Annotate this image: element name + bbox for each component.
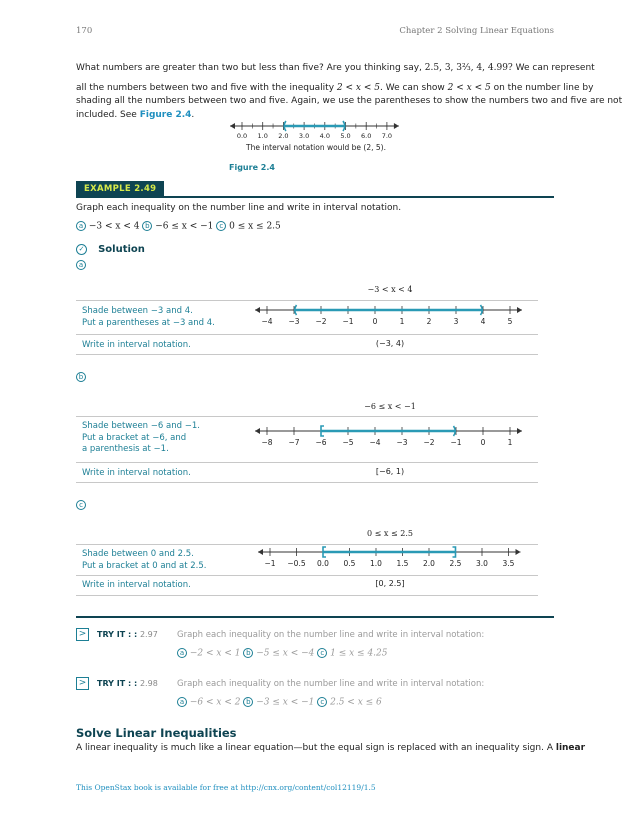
tick-label: −4 [261,317,273,326]
tick-label: −6 [315,438,327,447]
try-it-298-toggle[interactable]: > [76,677,89,690]
part-a-marker: a [76,221,86,231]
arrow-right-icon [516,549,521,555]
example-parts: a −3 < x < 4 b −6 ≤ x < −1 c 0 ≤ x ≤ 2.5 [76,221,281,232]
tick-label: 6.0 [361,132,372,140]
sol-c-number-line [250,541,530,575]
tick-label: 2.5 [449,559,462,568]
tick-label: −3 [288,317,300,326]
sol-c-divider-mid [76,575,538,576]
tick-label: 0 [372,317,378,326]
arrow-right-icon [517,307,522,313]
page-number: 170 [76,26,93,36]
sol-a-step2: Write in interval notation. [82,340,191,350]
sol-c-step1: Shade between 0 and 2.5. Put a bracket at 0 and at 2.5. [82,549,207,571]
tick-label: −0.5 [287,559,306,568]
tick-label: −2 [315,317,327,326]
arrow-left-icon [255,307,260,313]
try-it-298-text: Graph each inequality on the number line and write in interval notation: [177,679,485,689]
example-rule [76,196,554,198]
sol-b-marker: b [76,372,86,382]
sol-a-divider-mid [76,334,538,335]
sol-b-answer: [−6, 1) [375,467,405,476]
try-it-297-parts: a −2 < x < 1 b −5 ≤ x < −4 c 1 ≤ x ≤ 4.25 [177,648,388,659]
sol-b-divider-mid [76,462,538,463]
tick-label: −1 [342,317,354,326]
arrow-right-icon [394,123,399,129]
section-text: A linear inequality is much like a linear equation—but the equal sign is replaced with an inequality sign. A linear [76,743,586,753]
figure-caption: The interval notation would be (2, 5). [246,143,386,152]
tick-label: −2 [423,438,435,447]
tick-label: −8 [261,438,273,447]
sol-b-step2: Write in interval notation. [82,468,191,478]
tick-label: 1.5 [396,559,409,568]
tick-label: 1 [507,438,513,447]
sol-b-divider-bottom [76,482,538,483]
tick-label: 3.5 [502,559,515,568]
tick-label: 1.0 [370,559,382,568]
section-title: Solve Linear Inequalities [76,726,237,740]
tick-label: −7 [288,438,300,447]
try-it-297-toggle[interactable]: > [76,628,89,641]
sol-a-title: −3 < x < 4 [367,285,413,294]
sol-a-number-line [250,300,530,334]
solution-heading: ✓ Solution [76,239,145,258]
sol-c-divider-bottom [76,595,538,596]
sol-c-title: 0 ≤ x ≤ 2.5 [367,529,413,538]
sol-c-answer: [0, 2.5] [375,579,405,588]
tick-label: −1 [264,559,276,568]
try-it-298-parts: a −6 < x < 2 b −3 ≤ x < −1 c 2.5 < x ≤ 6 [177,697,382,708]
sol-b-step1: Shade between −6 and −1. Put a bracket at −6, and a parenthesis at −1. [82,421,200,454]
sol-a-divider-bottom [76,354,538,355]
tick-label: 0 [480,438,486,447]
sol-b-title: −6 ≤ x < −1 [364,402,416,411]
figure-label: Figure 2.4 [229,163,275,172]
tick-label: −4 [369,438,381,447]
try-it-297-label: TRY IT : : 2.97 [97,630,158,639]
tick-label: 2.0 [423,559,435,568]
arrow-right-icon [517,428,522,434]
tick-label: 0.5 [343,559,356,568]
sol-b-number-line [250,420,530,454]
tick-label: 3.0 [298,132,310,140]
tick-label: 5.0 [340,132,351,140]
tick-label: 3 [453,317,459,326]
tick-label: −3 [396,438,408,447]
tick-label: 7.0 [381,132,393,140]
figure-link[interactable]: Figure 2.4 [139,109,192,120]
tick-label: 2.0 [278,132,289,140]
example-label: EXAMPLE 2.49 [76,181,164,197]
tick-label: 4.0 [319,132,330,140]
example-end-rule [76,616,554,618]
chapter-title: Chapter 2 Solving Linear Equations [399,26,554,36]
arrow-left-icon [255,428,260,434]
intro-paragraph: What numbers are greater than two but less than five? Are you thinking say, 2.5, 3, 3⅔, 4, 4.99? We can represent all the numbers between two and five with the inequality 2 < x < 5. We can show 2 < x < 5 on the number line by shading all the numbers between two and five. Again, we use the parentheses to show the numbers two and five are not included. See Figure 2.4. [76,63,623,120]
tick-label: 1 [399,317,405,326]
footer-text: This OpenStax book is available for free at http://cnx.org/content/col12119/1.5 [76,783,376,792]
tick-label: 3.0 [476,559,488,568]
arrow-left-icon [230,123,235,129]
part-b-marker: b [142,221,152,231]
tick-label: 0.0 [236,132,248,140]
tick-label: 5 [507,317,513,326]
try-it-297-text: Graph each inequality on the number line and write in interval notation: [177,630,485,640]
sol-a-step1: Shade between −3 and 4. Put a parentheses at −3 and 4. [82,306,215,328]
check-circle-icon: ✓ [76,244,87,255]
arrow-left-icon [258,549,263,555]
tick-label: 0.0 [317,559,329,568]
sol-a-marker: a [76,260,86,270]
example-instruction: Graph each inequality on the number line and write in interval notation. [76,203,402,213]
tick-label: 2 [426,317,432,326]
sol-c-marker: c [76,500,86,510]
part-c-marker: c [216,221,226,231]
tick-label: 1.0 [257,132,268,140]
sol-a-answer: (−3, 4) [375,339,405,348]
tick-label: −5 [342,438,354,447]
try-it-298-label: TRY IT : : 2.98 [97,679,158,688]
tick-label: −1 [450,438,462,447]
tick-label: 4 [480,317,486,326]
sol-c-step2: Write in interval notation. [82,580,191,590]
sol-b-divider-top [76,416,538,417]
